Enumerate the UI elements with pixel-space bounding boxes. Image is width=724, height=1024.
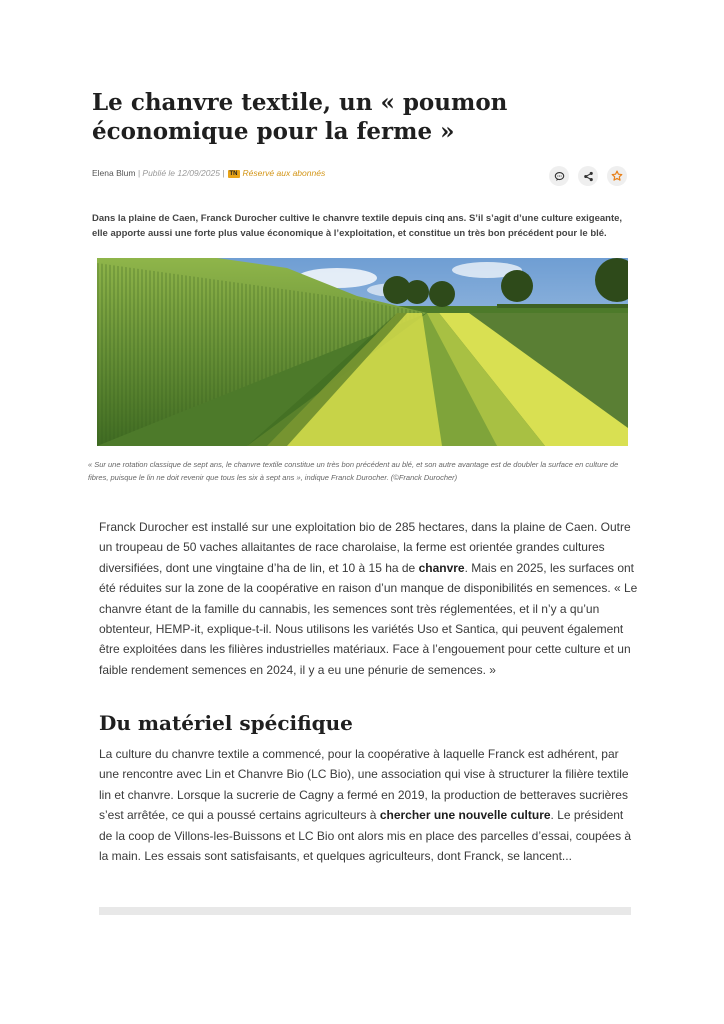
comment-button[interactable] <box>549 166 569 186</box>
paragraph-text: . Mais en 2025, les surfaces ont été réduites sur la zone de la coopérative en raison d’un manque de disponibilités en semences. « Le chanvre étant de la famille du cannabis, les semences sont très réglementées, et il n’y a qu’un obtenteur, HEMP-it, explique-t-il. Nous utilisons les variétés Uso et Santica, qui peuvent également être exploitées dans les filières industrielles matériaux. Face à l’engouement pour cette culture et un faible rendement semences en 2024, il y a eu une pénurie de semences. » <box>99 560 638 677</box>
article-lead: Dans la plaine de Caen, Franck Durocher cultive le chanvre textile depuis cinq ans. S’il s’agit d’une culture exigeante, elle apporte aussi une forte plus value économique à l’exploitation, et constitue un très bon précédent pour le blé. <box>92 213 623 239</box>
comment-icon <box>554 171 565 182</box>
publish-date: | Publié le 12/09/2025 | <box>137 168 225 178</box>
paragraph-text: . Le président de la coop de Villons-les-Buissons et LC Bio ont alors mis en place des parcelles d’essai, coupées à la main. Les essais sont satisfaisants, et quelques agriculteurs, dont Franck, se lancent... <box>99 808 632 864</box>
paragraph-text: La culture du chanvre textile a commencé, pour la coopérative à laquelle Franck est adhérent, par une rencontre avec Lin et Chanvre Bio (LC Bio), une association qui vise à structurer la filière textile lin et chanvre. Lorsque la sucrerie de Cagny a fermé en 2019, la production de betteraves sucrières s’est arrêtée, ce qui a poussé certains agriculteurs à <box>99 747 629 823</box>
article-photo <box>97 258 628 446</box>
star-icon <box>611 170 623 182</box>
article-meta <box>92 168 325 178</box>
paragraph-text: Franck Durocher est installé sur une exploitation bio de 285 hectares, dans la plaine de Caen. Outre un troupeau de 50 vaches allaitantes de race charolaise, la ferme est orientée grandes cultures diversifiées, dont une vingtaine d’ha de lin, et 10 à 15 ha de <box>99 520 631 575</box>
author-name[interactable]: Elena Blum <box>92 168 136 178</box>
paywall-divider <box>99 907 631 915</box>
section-heading: Du matériel spécifique <box>99 711 353 735</box>
favorite-button[interactable] <box>607 166 627 186</box>
share-button[interactable] <box>578 166 598 186</box>
subscriber-label: Réservé aux abonnés <box>242 168 326 178</box>
share-icon <box>583 171 594 182</box>
article-paragraph-1 <box>99 517 639 680</box>
article-title: Le chanvre textile, un « poumon économique pour la ferme » <box>92 89 508 145</box>
article-paragraph-2 <box>99 744 639 866</box>
photo-caption: « Sur une rotation classique de sept ans, le chanvre textile constitue un très bon précédent au blé, et son autre avantage est de doubler la surface en culture de fibres, puisque le lin ne doit revenir que tous les six à sept ans », indique Franck Durocher. (©Franck Durocher) <box>88 460 619 482</box>
article-actions <box>549 166 627 186</box>
paragraph-link-nouvelle-culture[interactable]: chercher une nouvelle culture <box>379 808 551 823</box>
paragraph-link-chanvre[interactable]: chanvre <box>418 560 465 575</box>
subscriber-badge: TN <box>229 171 238 177</box>
